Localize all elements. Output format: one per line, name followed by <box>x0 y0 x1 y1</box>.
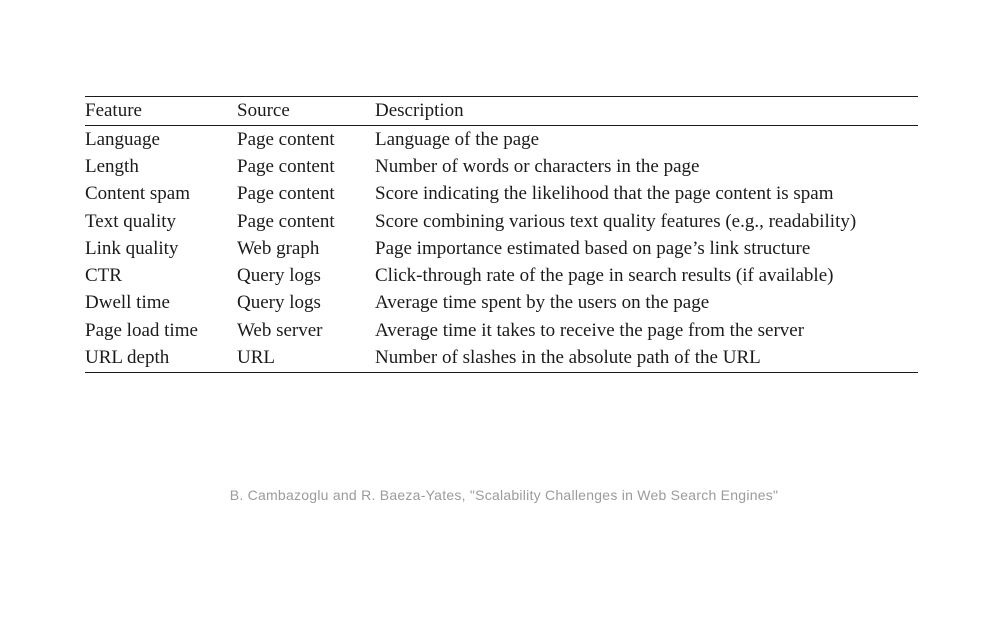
cell-description: Page importance estimated based on page’s link structure <box>375 237 811 259</box>
citation: B. Cambazoglu and R. Baeza-Yates, "Scalability Challenges in Web Search Engines" <box>229 487 779 503</box>
cell-source: Page content <box>237 210 335 232</box>
table-row <box>85 208 918 235</box>
cell-feature: Link quality <box>85 237 179 259</box>
table-row <box>85 344 918 372</box>
cell-source: Query logs <box>237 265 321 287</box>
cell-feature: Dwell time <box>85 292 170 314</box>
feature-table <box>85 96 918 373</box>
table-header-row <box>85 97 918 126</box>
cell-feature: Length <box>85 155 139 177</box>
cell-source: Web server <box>237 319 323 341</box>
table-row <box>85 126 918 154</box>
table-row <box>85 153 918 180</box>
cell-feature: CTR <box>85 265 122 287</box>
cell-description: Click-through rate of the page in search results (if available) <box>375 265 834 287</box>
table-row <box>85 181 918 208</box>
table-row <box>85 317 918 344</box>
column-header-source: Source <box>237 100 290 121</box>
table-row <box>85 290 918 317</box>
cell-source: Page content <box>237 183 335 205</box>
cell-source: Page content <box>237 155 335 177</box>
column-header-feature: Feature <box>85 100 142 121</box>
cell-description: Score indicating the likelihood that the page content is spam <box>375 183 834 205</box>
table-row <box>85 262 918 289</box>
cell-feature: Page load time <box>85 319 198 341</box>
cell-feature: Content spam <box>85 183 191 205</box>
cell-description: Number of slashes in the absolute path of the URL <box>375 347 761 369</box>
cell-source: Web graph <box>237 237 320 259</box>
cell-source: Page content <box>237 128 335 150</box>
cell-feature: Language <box>85 128 160 150</box>
table-row <box>85 235 918 262</box>
cell-feature: Text quality <box>85 210 177 232</box>
cell-description: Number of words or characters in the page <box>375 155 700 177</box>
cell-source: URL <box>237 347 275 369</box>
cell-feature: URL depth <box>85 347 170 369</box>
cell-description: Language of the page <box>375 128 540 150</box>
cell-description: Average time it takes to receive the page from the server <box>375 319 805 341</box>
cell-description: Average time spent by the users on the page <box>375 292 710 314</box>
cell-source: Query logs <box>237 292 321 314</box>
column-header-description: Description <box>375 100 464 121</box>
cell-description: Score combining various text quality features (e.g., readability) <box>375 210 857 232</box>
